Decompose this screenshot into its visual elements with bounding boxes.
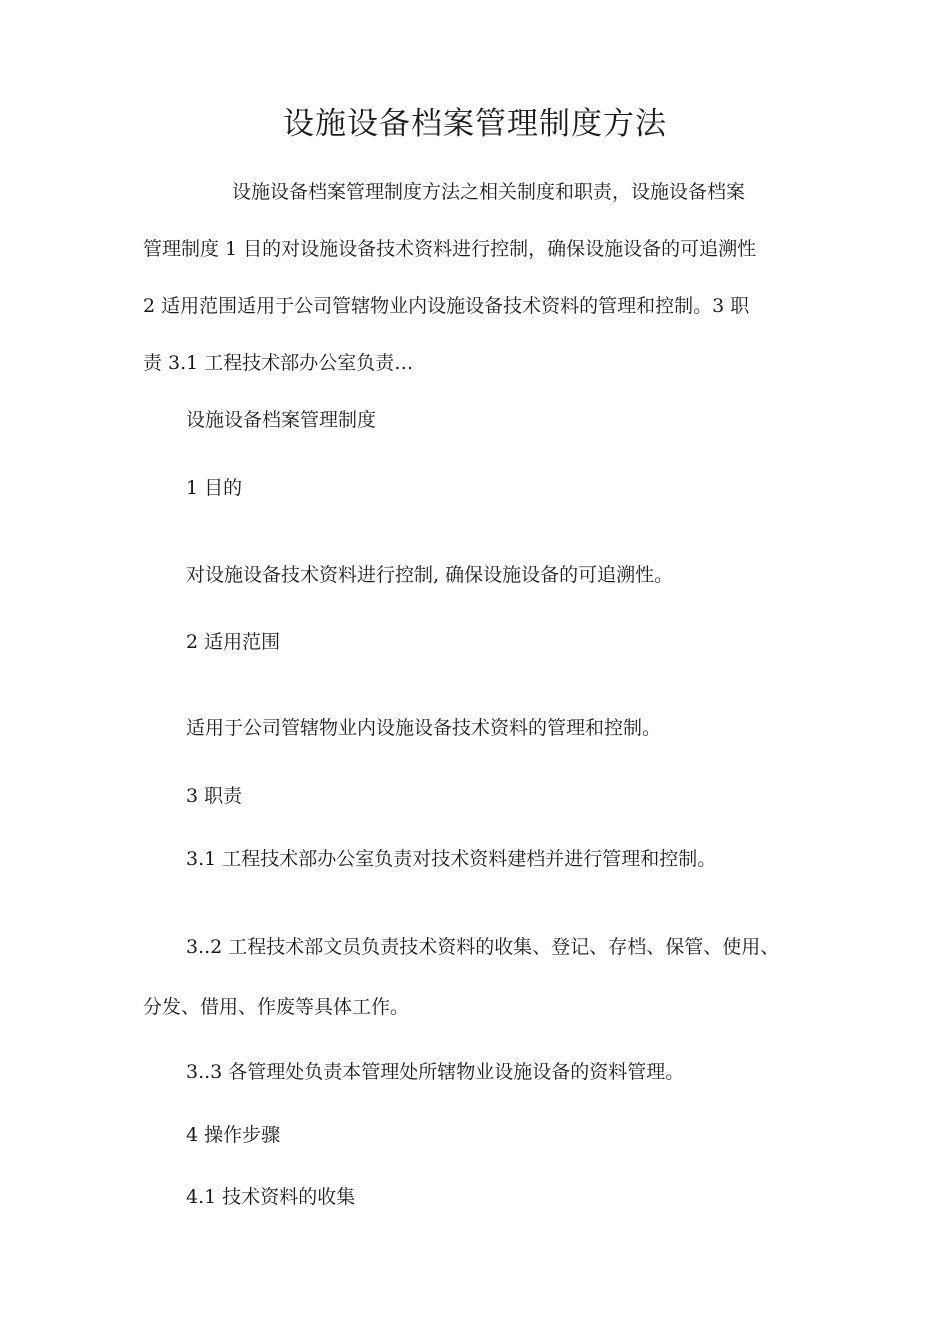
- paragraph-line: 3.1 工程技术部办公室负责对技术资料建档并进行管理和控制。: [186, 848, 717, 870]
- summary-line: 设施设备档案管理制度方法之相关制度和职责，设施设备档案: [232, 181, 746, 203]
- section-heading: 1 目的: [186, 477, 243, 499]
- paragraph-line: 适用于公司管辖物业内设施设备技术资料的管理和控制。: [186, 717, 662, 739]
- section-heading: 4.1 技术资料的收集: [186, 1186, 356, 1208]
- document-title: 设施设备档案管理制度方法: [283, 106, 667, 142]
- section-heading: 4 操作步骤: [186, 1124, 281, 1146]
- summary-line: 责 3.1 工程技术部办公室负责…: [143, 352, 414, 374]
- summary-line: 管理制度 1 目的对设施设备技术资料进行控制，确保设施设备的可追溯性: [143, 238, 757, 260]
- paragraph-line: 3..2 工程技术部文员负责技术资料的收集、登记、存档、保管、使用、: [186, 936, 780, 958]
- paragraph-line: 3..3 各管理处负责本管理处所辖物业设施设备的资料管理。: [186, 1061, 685, 1083]
- summary-line: 2 适用范围适用于公司管辖物业内设施设备技术资料的管理和控制。3 职: [143, 295, 750, 317]
- paragraph-line: 对设施设备技术资料进行控制, 确保设施设备的可追溯性。: [186, 564, 674, 586]
- section-heading: 2 适用范围: [186, 631, 281, 653]
- section-heading: 3 职责: [186, 785, 243, 807]
- paragraph-line: 分发、借用、作废等具体工作。: [143, 996, 410, 1018]
- section-heading: 设施设备档案管理制度: [186, 409, 377, 431]
